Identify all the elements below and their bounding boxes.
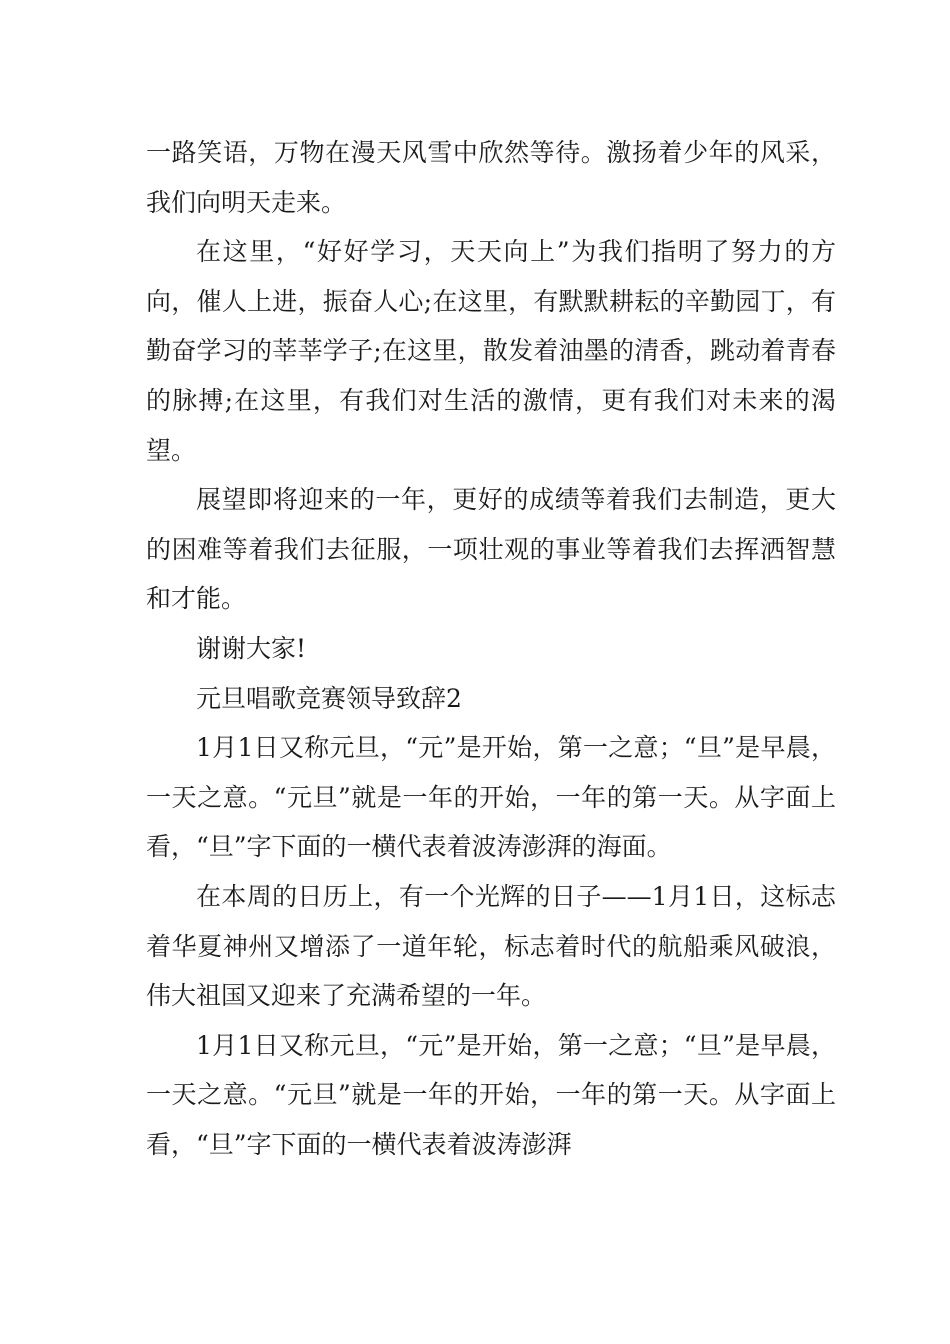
closing-line: 谢谢大家!: [196, 633, 307, 663]
paragraph: 1月1日又称元旦，“元”是开始，第一之意；“旦”是早晨，一天之意。“元旦”就是一年的开始，一年的第一天。从字面上看，“旦”字下面的一横代表着波涛澎湃: [146, 1030, 836, 1159]
section-title: 元旦唱歌竞赛领导致辞2: [196, 683, 462, 713]
paragraph: 展望即将迎来的一年，更好的成绩等着我们去制造，更大的困难等着我们去征服，一项壮观的事业等着我们去挥洒智慧和才能。: [146, 485, 836, 614]
paragraph: 在这里，“好好学习，天天向上”为我们指明了努力的方向，催人上进，振奋人心;在这里，有默默耕耘的辛勤园丁，有勤奋学习的莘莘学子;在这里，散发着油墨的清香，跳动着青春的脉搏;在这里，有我们对生活的激情，更有我们对未来的渴望。: [146, 237, 836, 465]
paragraph: 一路笑语，万物在漫天风雪中欣然等待。激扬着少年的风采，我们向明天走来。: [146, 138, 836, 217]
paragraph: 1月1日又称元旦，“元”是开始，第一之意；“旦”是早晨，一天之意。“元旦”就是一年的开始，一年的第一天。从字面上看，“旦”字下面的一横代表着波涛澎湃的海面。: [146, 733, 836, 862]
paragraph: 在本周的日历上，有一个光辉的日子——1月1日，这标志着华夏神州又增添了一道年轮，标志着时代的航船乘风破浪，伟大祖国又迎来了充满希望的一年。: [146, 881, 836, 1011]
document-body: [146, 128, 836, 1169]
